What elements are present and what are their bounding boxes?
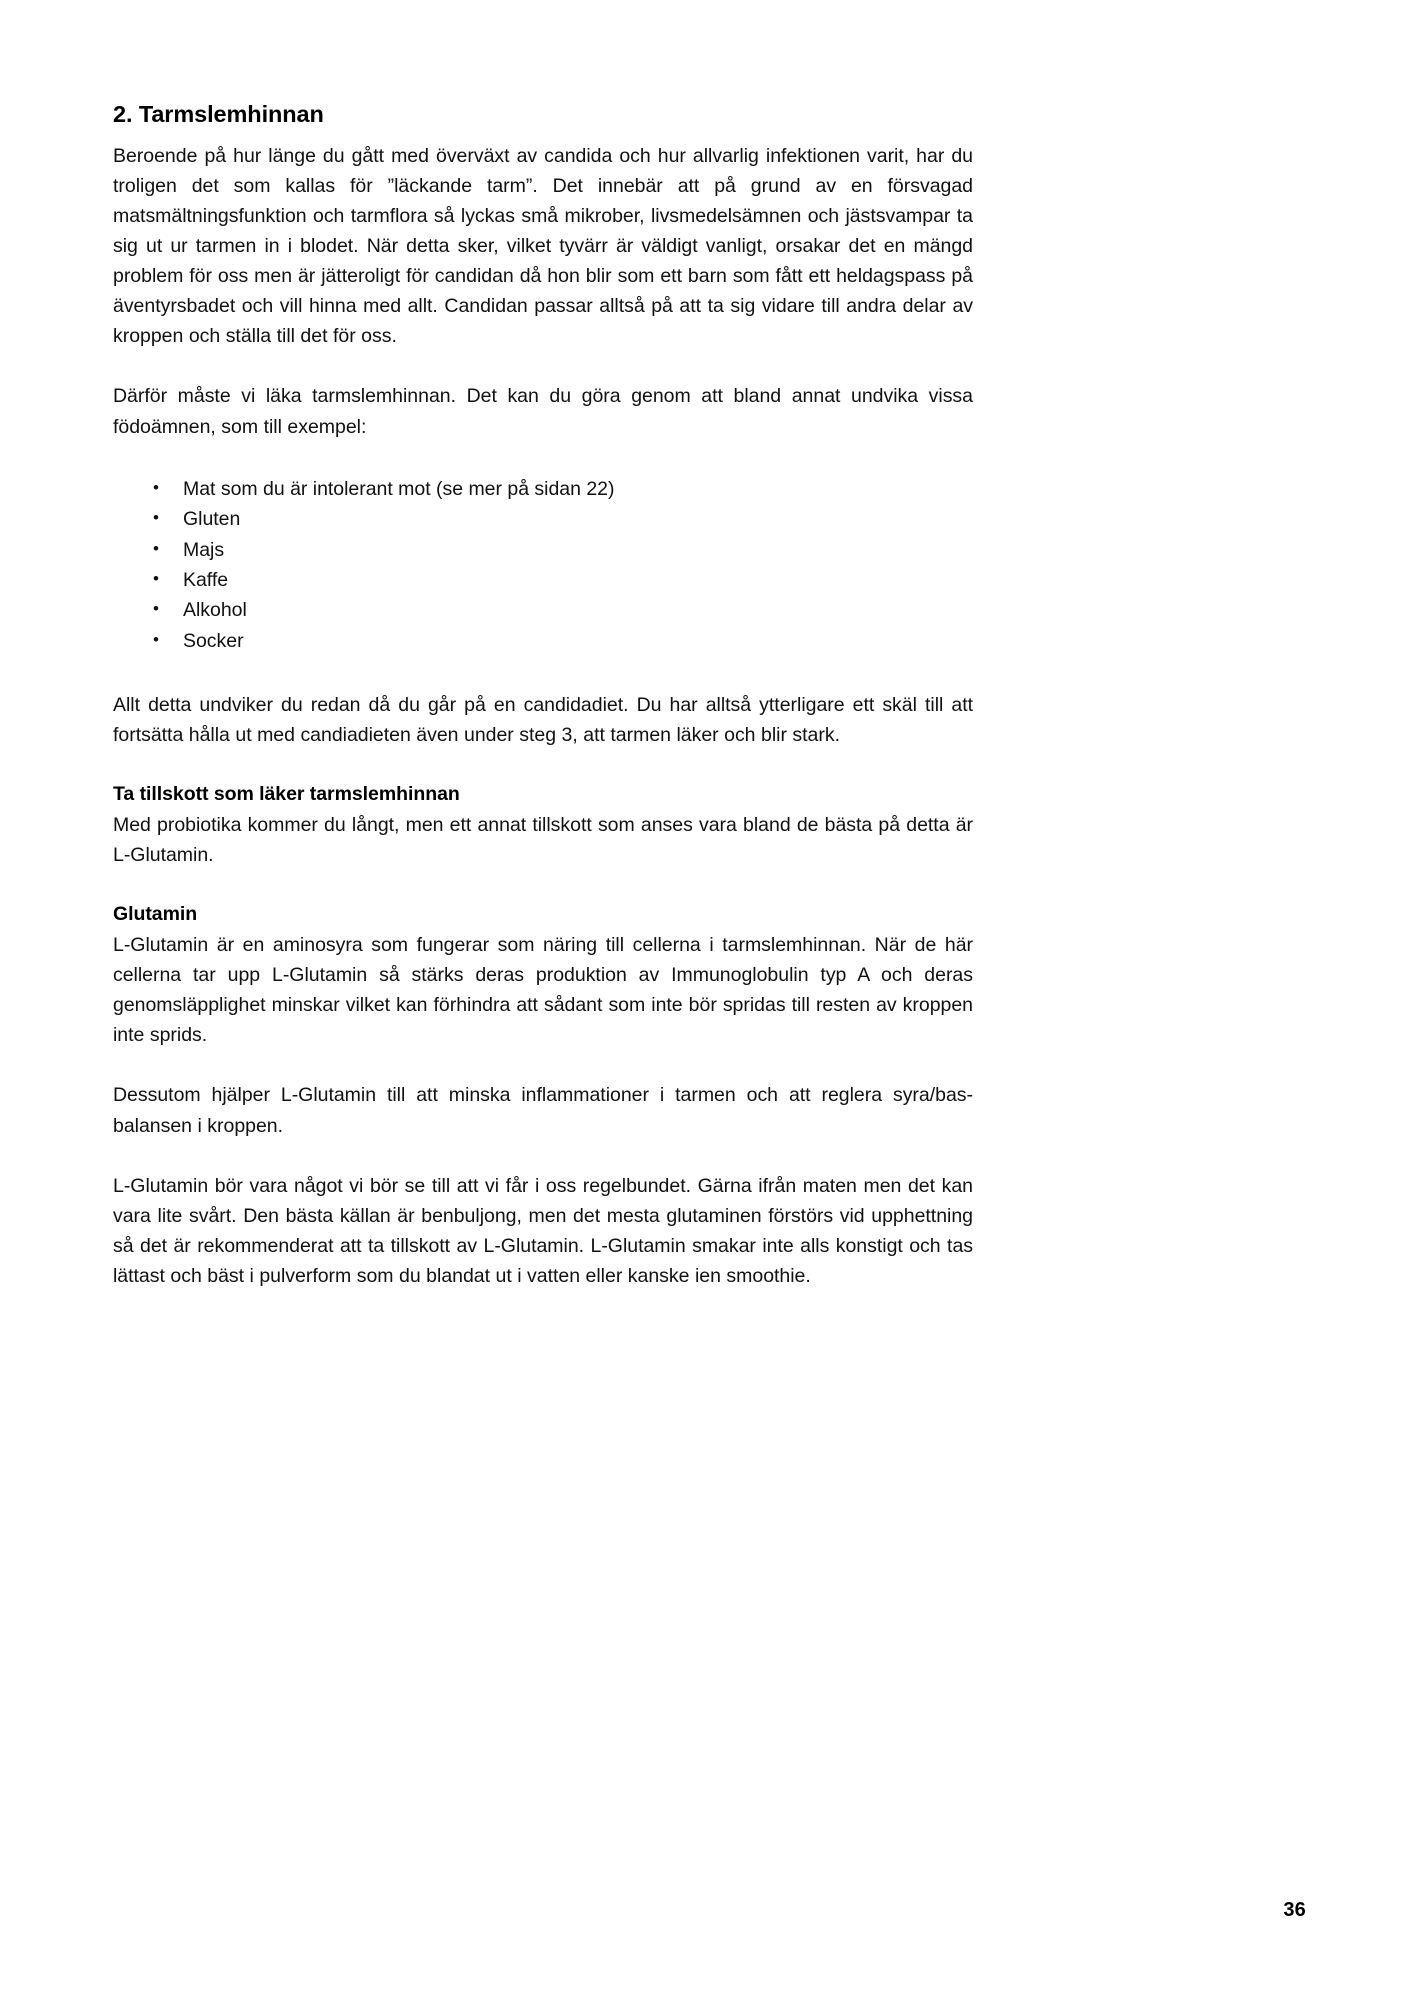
spacer [113,656,973,690]
paragraph-after-list: Allt detta undviker du redan då du går på en candidadiet. Du har alltså ytterligare ett skäl till att fortsätta hålla ut med candiadieten även under steg 3, att tarmen läker och blir stark. [113,694,973,747]
spacer [113,442,973,474]
paragraph-intro: Beroende på hur länge du gått med överväxt av candida och hur allvarlig infektionen varit, har du troligen det som kallas för ”läckande tarm”. Det innebär att på grund av en försvagad matsmältningsfunktion och tarmflora så lyckas små mikrober, livsmedelsämnen och jästsvampar ta sig ut ur tarmen in i blodet. När detta sker, vilket tyvärr är väldigt vanligt, orsakar det en mängd problem för oss men är jätteroligt för candidan då hon blir som ett barn som fått ett heldagspass på äventyrsbadet och vill hinna med allt. Candidan passar alltså på att ta sig vidare till andra delar av kroppen och ställa till det för oss. [113,144,973,348]
list-item: • Mat som du är intolerant mot (se mer på sidan 22) [153,474,973,504]
paragraph-glutamin-body2: Dessutom hjälper L-Glutamin till att minska inflammationer i tarmen och att reglera syra/bas-balansen i kroppen. [113,1084,973,1137]
spacer [113,351,973,381]
avoid-list [113,474,973,656]
spacer [113,1141,973,1171]
list-item: • Kaffe [153,565,973,595]
list-item: • Gluten [153,504,973,534]
list-item: • Alkohol [153,595,973,625]
spacer [113,1050,973,1080]
paragraph-avoid-intro: Därför måste vi läka tarmslemhinnan. Det kan du göra genom att bland annat undvika vissa födoämnen, som till exempel: [113,385,973,438]
list-item: • Socker [153,626,973,656]
page-title: 2. Tarmslemhinnan [113,101,324,127]
subheading-glutamin: Glutamin [113,903,198,926]
paragraph-supplements-body: Med probiotika kommer du långt, men ett annat tillskott som anses vara bland de bästa på detta är L-Glutamin. [113,814,973,867]
page-content [113,100,973,1291]
page-number: 36 [1283,1899,1306,1921]
spacer [113,750,973,780]
subheading-supplements: Ta tillskott som läker tarmslemhinnan [113,783,460,806]
paragraph-glutamin-body1: L-Glutamin är en aminosyra som fungerar som näring till cellerna i tarmslemhinnan. När de här cellerna tar upp L-Glutamin så stärks deras produktion av Immunoglobulin typ A och deras genomsläpplighet minskar vilket kan förhindra att sådant som inte bör spridas till resten av kroppen inte sprids. [113,933,973,1047]
list-item: • Majs [153,535,973,565]
spacer [113,870,973,900]
paragraph-glutamin-body3: L-Glutamin bör vara något vi bör se till att vi får i oss regelbundet. Gärna ifrån maten men det kan vara lite svårt. Den bästa källan är benbuljong, men det mesta glutaminen förstörs vid upphettning så det är rekommenderat att ta tillskott av L-Glutamin. L-Glutamin smakar inte alls konstigt och tas lättast och bäst i pulverform som du blandat ut i vatten eller kanske ien smoothie. [113,1174,973,1288]
